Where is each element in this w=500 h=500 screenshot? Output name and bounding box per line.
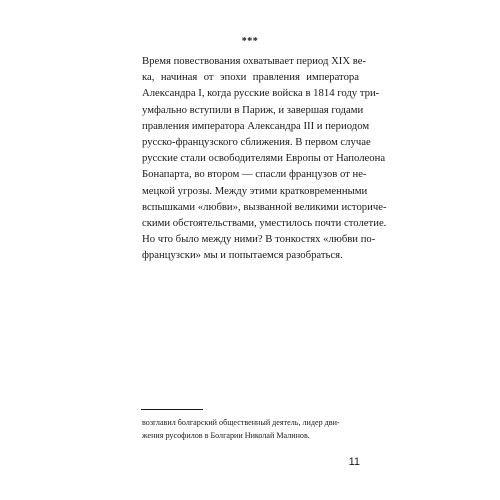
body-line: Бонапарта, во втором — спасли французов от не- [142,168,367,181]
body-line: французски» мы и попытаемся разобраться. [142,249,343,262]
body-paragraph [142,53,387,263]
body-line: скими обстоятельствами, уместилось почти столетие. [142,216,387,229]
body-line: умфально вступили в Париж, и завершая годами [142,103,364,116]
body-line: вспышками «любви», вызванной великими историче- [142,200,387,213]
page-number: 11 [348,456,360,468]
body-line: мецкой угрозы. Между этими кратковременными [142,184,368,197]
body-line: правления императора Александра III и периодом [142,119,370,132]
footnote [142,416,359,442]
body-line: Александра I, когда русские войска в 1814 году три- [142,87,380,100]
footnote-divider [141,409,203,410]
body-line: русско-французского сближения. В первом случае [142,135,371,148]
body-line: Но что было между ними? В тонкостях «любви по- [142,233,376,246]
body-line: ка, начиная от эпохи правления императора [142,71,359,84]
footnote-line: возглавил болгарский общественный деятель, лидер дви- [142,418,340,427]
body-line: Время повествования охватывает период XIX ве- [142,55,367,67]
body-line: русские стали освободителями Европы от Наполеона [142,152,386,165]
section-separator: *** [241,36,259,47]
footnote-line: жения русофилов в Болгарии Николай Малинов. [142,431,310,440]
